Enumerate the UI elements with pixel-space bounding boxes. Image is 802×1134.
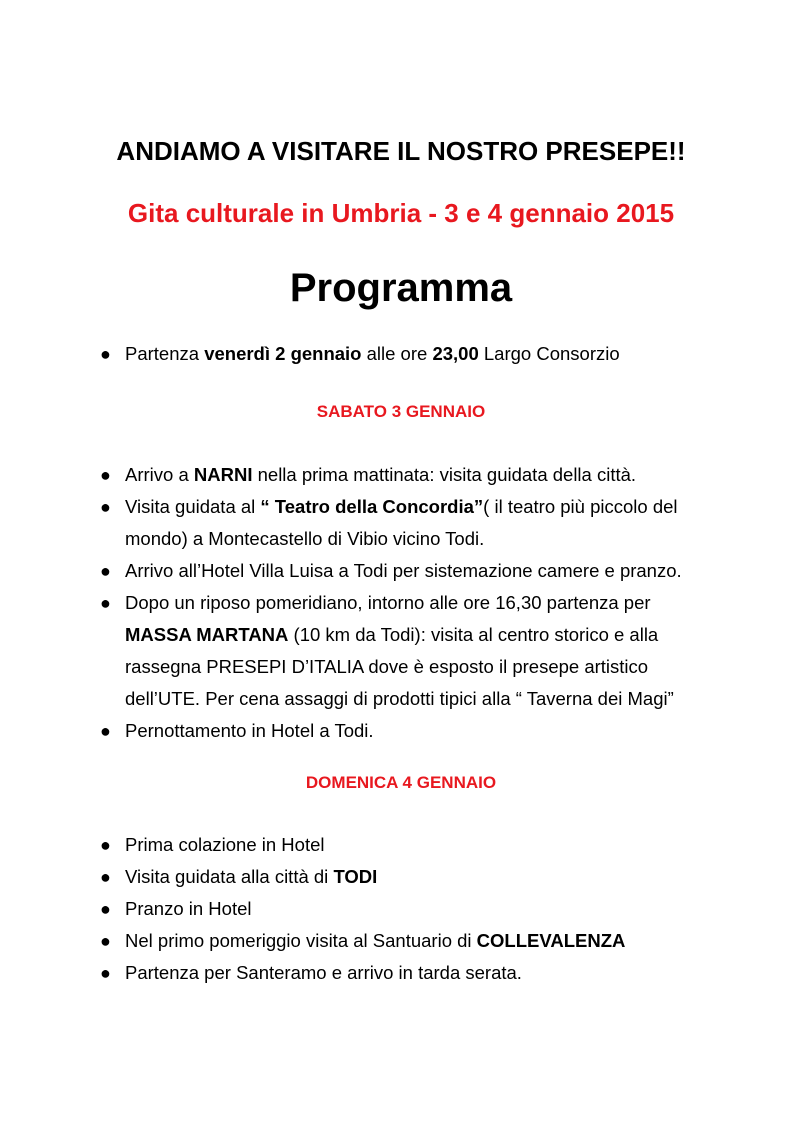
item-text: alle ore [361, 343, 433, 364]
emphasis-text: 23,00 [432, 343, 479, 364]
day1-list [0, 459, 802, 747]
bullet-icon: ● [100, 721, 111, 741]
item-text: (10 km da Todi): visita al centro storico e alla rassegna PRESEPI D’ITALIA dove è esposto il presepe artistico dell’UTE. Per cena assaggi di prodotti tipici alla “ Taverna dei Magi” [125, 624, 674, 709]
day2-list [0, 829, 802, 989]
program-heading: Programma [289, 266, 513, 310]
item-text: Arrivo all’Hotel Villa Luisa a Todi per sistemazione camere e pranzo. [125, 560, 682, 581]
bullet-icon: ● [100, 344, 111, 364]
list-item [0, 587, 715, 715]
emphasis-text: COLLEVALENZA [476, 930, 626, 951]
list-item [0, 829, 715, 861]
item-text: Nel primo pomeriggio visita al Santuario di [125, 930, 477, 951]
item-text: Pranzo in Hotel [125, 898, 252, 919]
list-item [0, 338, 715, 370]
item-text: Visita guidata alla città di [125, 866, 334, 887]
item-text: Visita guidata al [125, 496, 261, 517]
list-item [0, 893, 715, 925]
item-text: Prima colazione in Hotel [125, 834, 325, 855]
item-text: Pernottamento in Hotel a Todi. [125, 720, 374, 741]
item-text: Dopo un riposo pomeridiano, intorno alle ore 16,30 partenza per [125, 592, 651, 613]
item-text: Partenza per Santeramo e arrivo in tarda serata. [125, 962, 522, 983]
bullet-icon: ● [100, 867, 111, 887]
list-item [0, 491, 715, 555]
item-text: Partenza [125, 343, 205, 364]
emphasis-text: MASSA MARTANA [125, 624, 289, 645]
document-subtitle: Gita culturale in Umbria - 3 e 4 gennaio 2015 [127, 198, 675, 228]
emphasis-text: “ Teatro della Concordia” [260, 496, 484, 517]
bullet-icon: ● [100, 465, 111, 485]
bullet-icon: ● [100, 497, 111, 517]
emphasis-text: venerdì 2 gennaio [204, 343, 362, 364]
departure-list [0, 338, 802, 370]
list-item [0, 715, 715, 747]
bullet-icon: ● [100, 899, 111, 919]
document-title: ANDIAMO A VISITARE IL NOSTRO PRESEPE!! [116, 136, 686, 166]
list-item [0, 957, 715, 989]
list-item [0, 459, 715, 491]
emphasis-text: TODI [333, 866, 378, 887]
list-item [0, 555, 715, 587]
bullet-icon: ● [100, 931, 111, 951]
item-text: Arrivo a [125, 464, 194, 485]
item-text: ( il teatro più piccolo del mondo) a Montecastello di Vibio vicino Todi. [125, 496, 678, 549]
bullet-icon: ● [100, 593, 111, 613]
item-text: nella prima mattinata: visita guidata della città. [252, 464, 637, 485]
bullet-icon: ● [100, 561, 111, 581]
day1-heading: SABATO 3 GENNAIO [316, 402, 486, 421]
bullet-icon: ● [100, 963, 111, 983]
item-text: Largo Consorzio [478, 343, 620, 364]
emphasis-text: NARNI [193, 464, 253, 485]
bullet-icon: ● [100, 835, 111, 855]
day2-heading: DOMENICA 4 GENNAIO [305, 773, 497, 792]
list-item [0, 925, 715, 957]
list-item [0, 861, 715, 893]
